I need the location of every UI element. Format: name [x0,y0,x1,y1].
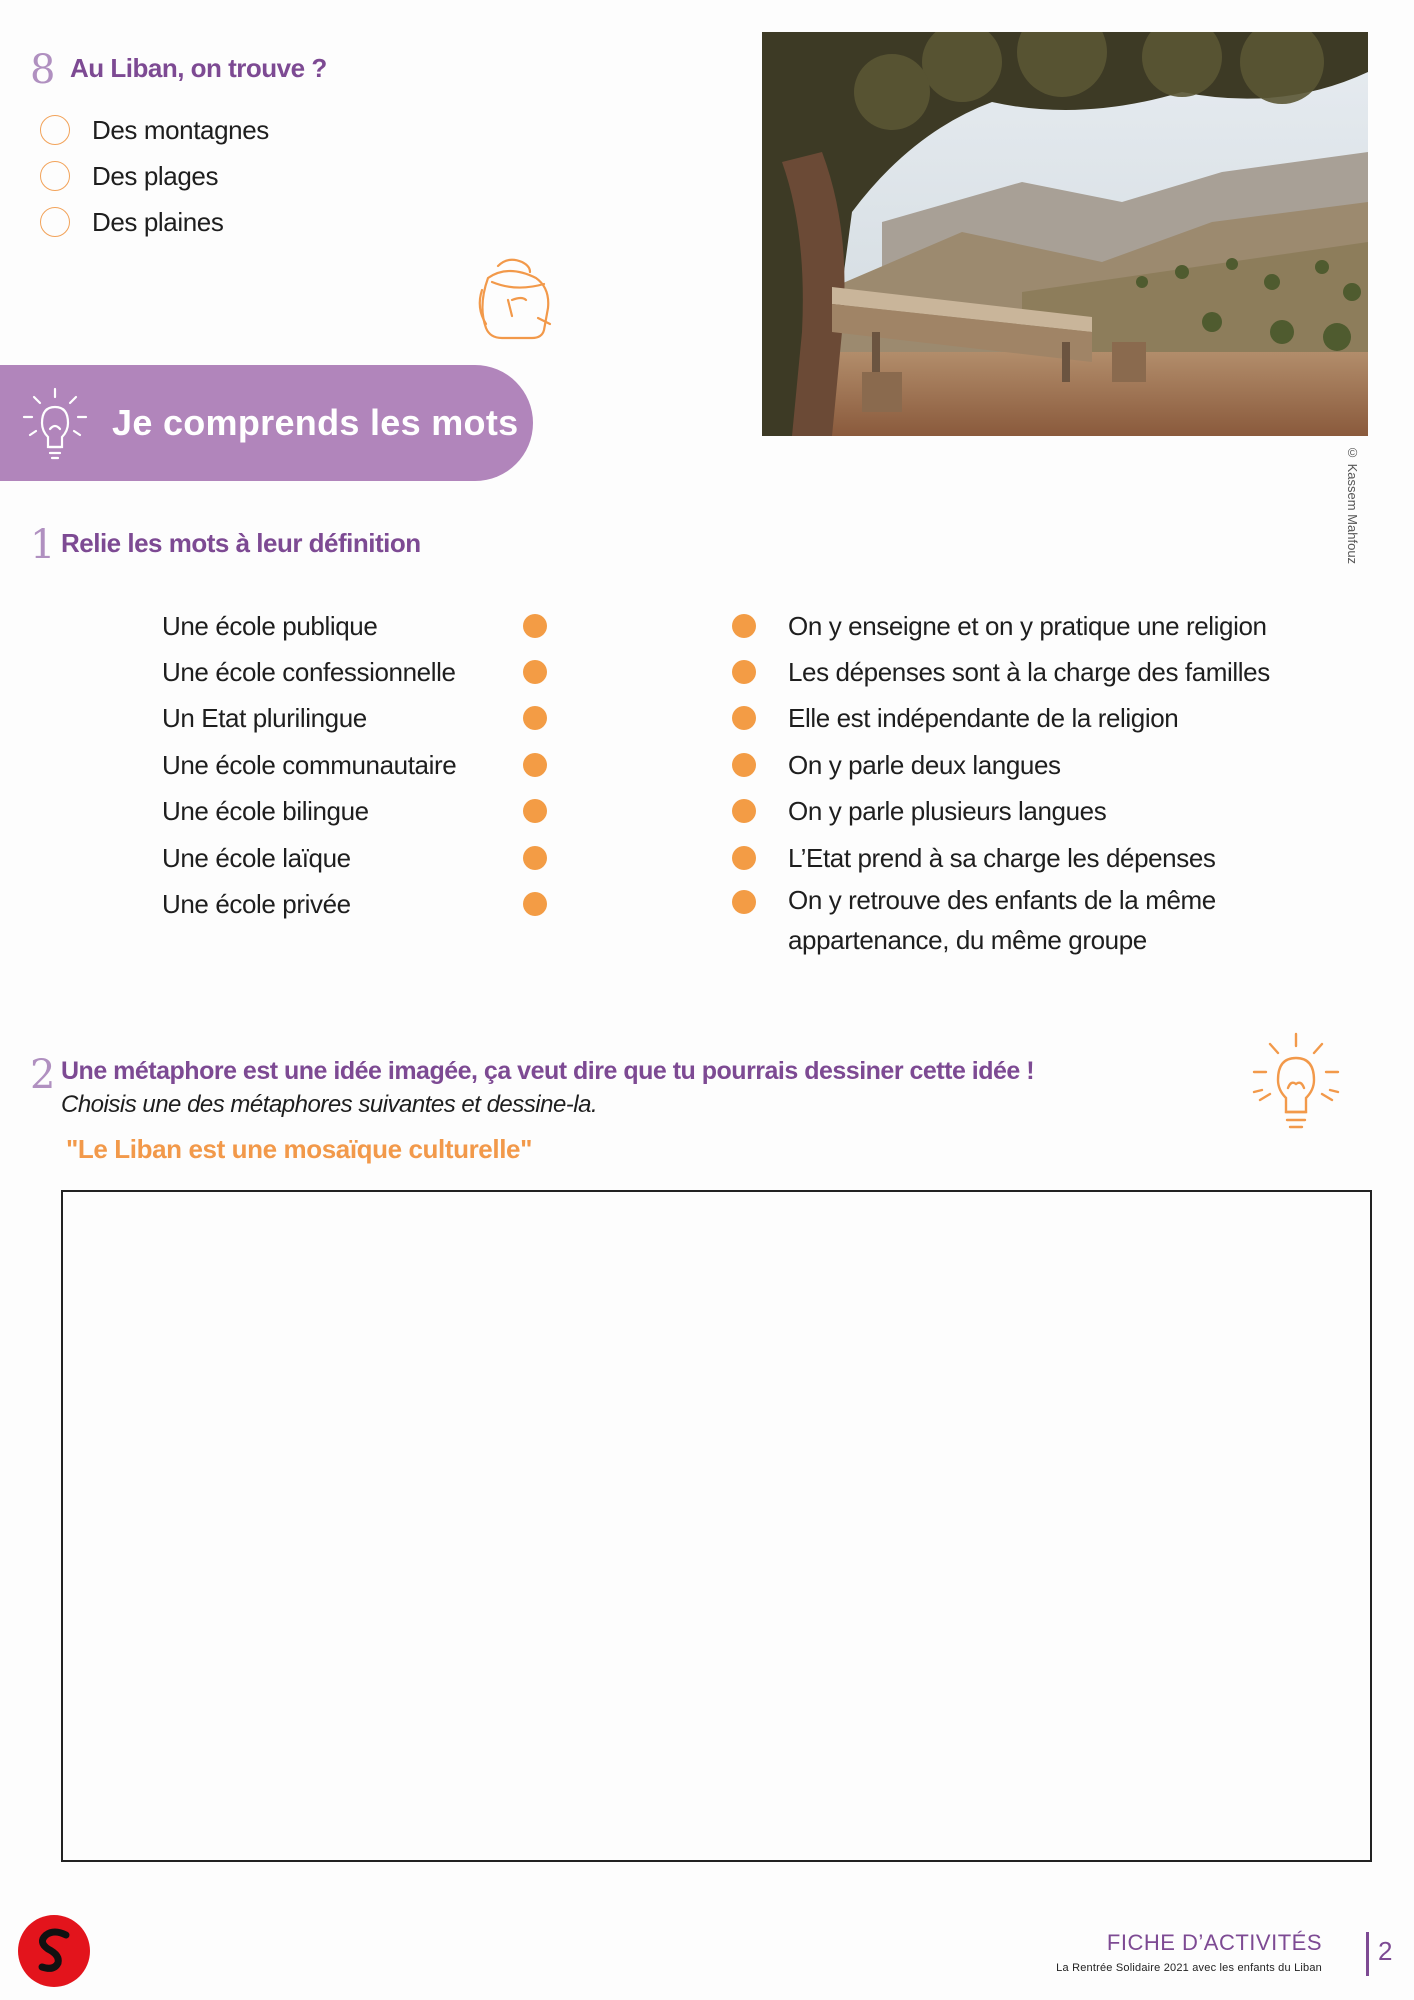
q8-option-mountains[interactable] [40,107,269,153]
footer-subtitle: La Rentrée Solidaire 2021 avec les enfants du Liban [1056,1962,1322,1974]
checkbox-circle[interactable] [40,161,70,191]
question-2-instruction: Choisis une des métaphores suivantes et dessine-la. [61,1091,598,1118]
option-label: Des plaines [92,206,224,237]
checkbox-circle[interactable] [40,207,70,237]
term-3-connector-dot[interactable] [523,706,547,730]
definition-5-connector-dot[interactable] [732,799,756,823]
question-2-title: Une métaphore est une idée imagée, ça veut dire que tu pourrais dessiner cette idée ! [61,1057,1035,1085]
definition-2: Les dépenses sont à la charge des familles [788,657,1270,687]
drawing-area[interactable] [61,1190,1372,1862]
definition-5: On y parle plusieurs langues [788,796,1107,826]
question-1-title: Relie les mots à leur définition [61,528,421,558]
term-2-connector-dot[interactable] [523,660,547,684]
term-3: Un Etat plurilingue [162,703,367,733]
question-number-8: 8 [30,47,56,93]
definition-1: On y enseigne et on y pratique une religion [788,611,1267,641]
option-label: Des montagnes [92,114,269,145]
definition-1-connector-dot[interactable] [732,614,756,638]
term-6-connector-dot[interactable] [523,846,547,870]
term-2: Une école confessionnelle [162,657,456,687]
photo-credit: © Kassem Mahfouz [1345,445,1360,565]
definition-7-connector-dot[interactable] [732,890,756,914]
section-banner [0,365,533,481]
page-number: 2 [1378,1936,1393,1966]
backpack-icon [468,248,568,348]
term-6: Une école laïque [162,843,351,873]
definition-6: L’Etat prend à sa charge les dépenses [788,843,1216,873]
question-number-1: 1 [30,522,56,568]
definition-7: On y retrouve des enfants de la même appartenance, du même groupe [788,885,1216,955]
photo-illustration [762,32,1368,436]
lightbulb-icon [20,383,90,463]
term-4: Une école communautaire [162,750,457,780]
definition-4: On y parle deux langues [788,750,1061,780]
definition-4-connector-dot[interactable] [732,753,756,777]
term-5-connector-dot[interactable] [523,799,547,823]
term-1-connector-dot[interactable] [523,614,547,638]
definition-3: Elle est indépendante de la religion [788,703,1179,733]
footer-title: FICHE D’ACTIVITÉS [1106,1930,1322,1955]
section-title: Je comprends les mots [112,402,519,443]
checkbox-circle[interactable] [40,115,70,145]
option-label: Des plages [92,160,219,191]
landscape-photo [762,32,1368,436]
question-number-2: 2 [30,1052,56,1098]
q8-option-beaches[interactable] [40,153,269,199]
brand-logo [18,1915,90,1987]
metaphor-text: "Le Liban est une mosaïque culturelle" [66,1134,533,1164]
term-7: Une école privée [162,889,351,919]
term-4-connector-dot[interactable] [523,753,547,777]
definition-2-connector-dot[interactable] [732,660,756,684]
term-7-connector-dot[interactable] [523,892,547,916]
term-1: Une école publique [162,611,378,641]
logo-s-icon [18,1915,90,1987]
question-8-title: Au Liban, on trouve ? [70,53,327,83]
footer-divider [1366,1932,1369,1976]
q8-options [40,107,269,245]
definition-6-connector-dot[interactable] [732,846,756,870]
term-5: Une école bilingue [162,796,369,826]
definition-3-connector-dot[interactable] [732,706,756,730]
q8-option-plains[interactable] [40,199,269,245]
lightbulb-icon [1248,1028,1344,1138]
